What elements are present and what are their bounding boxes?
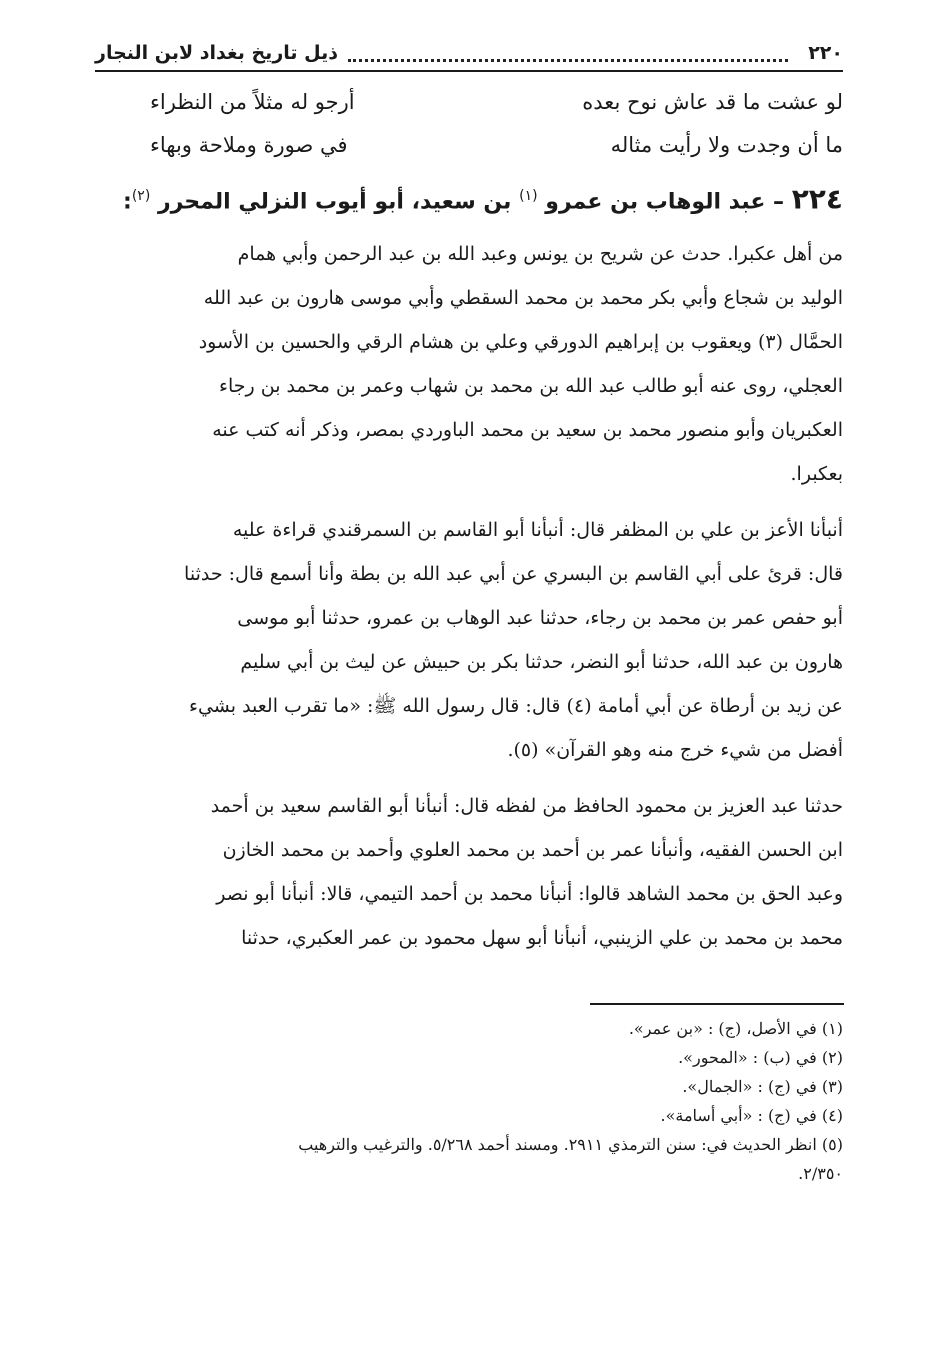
entry-colon: : <box>123 189 132 215</box>
text-line: الوليد بن شجاع وأبي بكر محمد بن محمد السقطي وأبي موسى هارون بن عبد الله <box>203 287 843 309</box>
footnote-rule <box>590 1003 844 1005</box>
verse-line <box>150 82 843 122</box>
book-title: ذيل تاريخ بغداد لابن النجار <box>95 42 338 64</box>
text-line: العكبريان وأبو منصور محمد بن سعيد بن محمد الباوردي بمصر، وذكر أنه كتب عنه <box>212 419 843 441</box>
biography-paragraph <box>100 232 843 496</box>
text-line: محمد بن محمد بن علي الزينبي، أنبأنا أبو سهل محمود بن عمر العكبري، حدثنا <box>241 927 843 949</box>
hadith-paragraph <box>100 508 843 772</box>
verse-first-hemistich: لو عشت ما قد عاش نوح بعده <box>582 90 843 114</box>
verse-line <box>150 125 843 165</box>
text-line: عن زيد بن أرطاة عن أبي أمامة (٤) قال: قال رسول الله ﷺ: «ما تقرب العبد بشيء <box>189 695 843 717</box>
text-line: العجلي، روى عنه أبو طالب عبد الله بن محمد بن شهاب وعمر بن محمد بن رجاء <box>219 375 843 397</box>
text-line: هارون بن عبد الله، حدثنا أبو النضر، حدثنا بكر بن حبيش عن ليث بن أبي سليم <box>240 651 843 673</box>
text-line: قال: قرئ على أبي القاسم بن البسري عن أبي عبد الله بن بطة وأنا أسمع قال: حدثنا <box>184 563 843 585</box>
entry-dash: – <box>773 189 785 215</box>
verse-second-hemistich: في صورة وملاحة وبهاء <box>150 133 348 157</box>
entry-name-part2: بن سعيد، أبو أيوب النزلي المحرر <box>157 189 512 215</box>
footnote: (٥) انظر الحديث في: سنن الترمذي ٢٩١١. ومسند أحمد ٥/٢٦٨. والترغيب والترهيب <box>298 1135 843 1154</box>
header-dots <box>348 45 788 62</box>
isnad-paragraph <box>100 784 843 960</box>
footnote: (٣) في (ج) : «الجمال». <box>682 1077 843 1096</box>
footnote: (١) في الأصل، (ج) : «بن عمر». <box>628 1019 843 1038</box>
footnote: (٢) في (ب) : «المحور». <box>678 1048 843 1067</box>
text-line: أفضل من شيء خرج منه وهو القرآن» (٥). <box>507 739 843 761</box>
text-line: من أهل عكبرا. حدث عن شريح بن يونس وعبد الله بن عبد الرحمن وأبي همام <box>237 243 843 265</box>
footnote: ٢/٣٥٠. <box>798 1164 843 1183</box>
verse-second-hemistich: أرجو له مثلاً من النظراء <box>150 90 355 114</box>
footnotes <box>120 1014 843 1188</box>
page-number: ٢٢٠ <box>808 42 843 64</box>
footnote-ref: (١) <box>519 188 538 204</box>
text-line: أبو حفص عمر بن محمد بن رجاء، حدثنا عبد الوهاب بن عمرو، حدثنا أبو موسى <box>237 607 843 629</box>
footnote-ref: (٢) <box>131 188 151 204</box>
header-rule <box>95 70 843 72</box>
text-line: بعكبرا. <box>790 463 843 485</box>
running-header <box>95 36 843 70</box>
entry-name-part1: عبد الوهاب بن عمرو <box>545 189 766 215</box>
footnote: (٤) في (ج) : «أبي أسامة». <box>660 1106 843 1125</box>
text-line: الحمَّال (٣) ويعقوب بن إبراهيم الدورقي وعلي بن هشام الرقي والحسين بن الأسود <box>198 331 843 353</box>
text-line: حدثنا عبد العزيز بن محمود الحافظ من لفظه قال: أنبأنا أبو القاسم سعيد بن أحمد <box>210 795 843 817</box>
entry-number: ٢٢٤ <box>791 182 843 216</box>
verse-first-hemistich: ما أن وجدت ولا رأيت مثاله <box>610 133 843 157</box>
text-line: وعبد الحق بن محمد الشاهد قالوا: أنبأنا محمد بن أحمد التيمي، قالا: أنبأنا أبو نصر <box>216 883 843 905</box>
entry-heading <box>123 172 843 220</box>
text-line: ابن الحسن الفقيه، وأنبأنا عمر بن أحمد بن محمد العلوي وأحمد بن محمد الخازن <box>222 839 843 861</box>
text-line: أنبأنا الأعز بن علي بن المظفر قال: أنبأنا أبو القاسم بن السمرقندي قراءة عليه <box>232 519 843 541</box>
